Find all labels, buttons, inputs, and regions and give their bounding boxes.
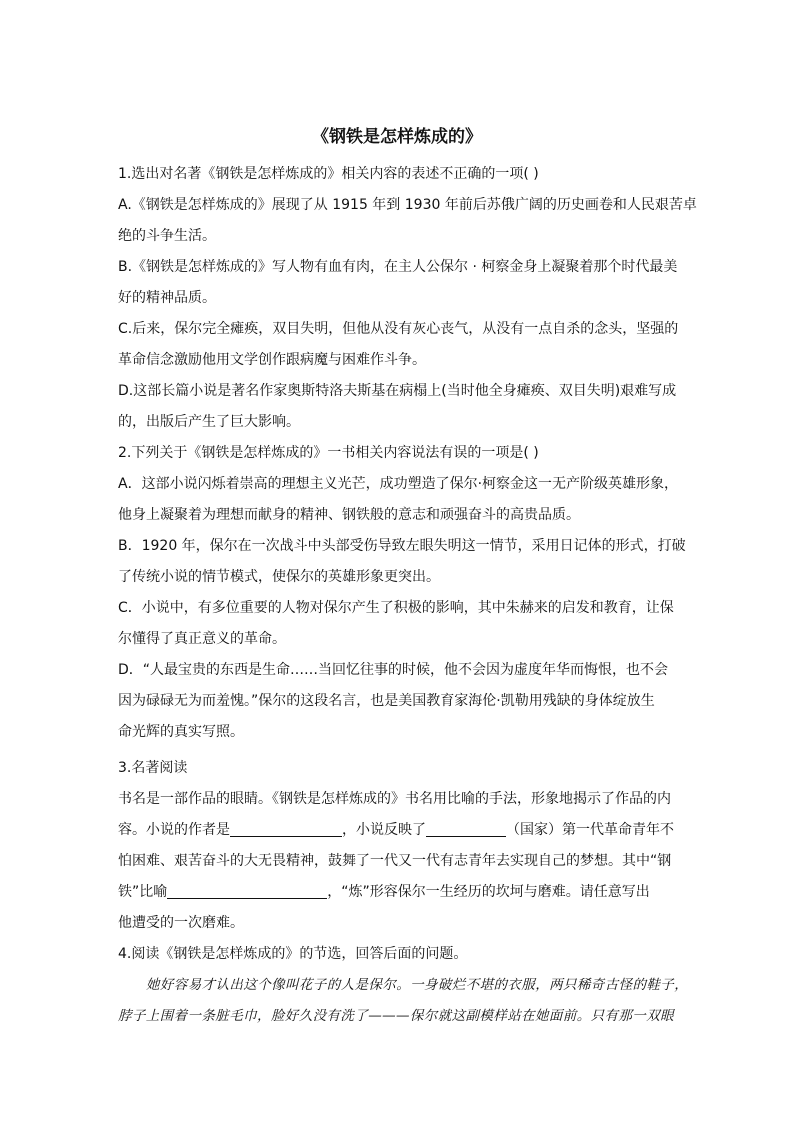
q3-line2 [118, 820, 674, 840]
excerpt-line1: 她好容易才认出这个像叫花子的人是保尔。一身破烂不堪的衣服，两只稀奇古怪的鞋子， [146, 977, 689, 993]
q2-option-d-line2: 因为碌碌无为而羞愧。”保尔的这段名言，也是美国教育家海伦·凯勒用残缺的身体绽放生 [118, 693, 655, 709]
q3-line3: 怕困难、艰苦奋斗的大无畏精神，鼓舞了一代又一代有志青年去实现自己的梦想。其中“钢 [118, 853, 672, 869]
q4-stem: 4.阅读《钢铁是怎样炼成的》的节选，回答后面的问题。 [118, 946, 468, 962]
q3-line4 [118, 882, 650, 902]
q2-option-a-line1: A．这部小说闪烁着崇高的理想主义光芒，成功塑造了保尔·柯察金这一无产阶级英雄形象， [118, 476, 679, 492]
q1-option-b-line2: 好的精神品质。 [118, 290, 216, 306]
q3-line5: 他遭受的一次磨难。 [118, 915, 244, 931]
q2-option-d-line3: 命光辉的真实写照。 [118, 724, 244, 740]
q3-line2-part1: 容。小说的作者是 [118, 822, 230, 838]
q2-option-c-line2: 尔懂得了真正意义的革命。 [118, 631, 286, 647]
country-answer-blank[interactable] [426, 821, 506, 837]
q2-option-b-line1: B．1920 年，保尔在一次战斗中头部受伤导致左眼失明这一情节，采用日记体的形式，打破 [118, 538, 686, 554]
q3-line1: 书名是一部作品的眼睛。《钢铁是怎样炼成的》书名用比喻的手法，形象地揭示了作品的内 [118, 791, 671, 807]
q1-stem: 1.选出对名著《钢铁是怎样炼成的》相关内容的表述不正确的一项( ) [118, 166, 539, 182]
q1-option-b-line1: B.《钢铁是怎样炼成的》写人物有血有肉，在主人公保尔 · 柯察金身上凝聚着那个时代最美 [118, 259, 678, 275]
q3-line2-part3: （国家）第一代革命青年不 [506, 822, 674, 838]
q1-option-a-line2: 绝的斗争生活。 [118, 228, 216, 244]
q2-option-c-line1: C．小说中，有多位重要的人物对保尔产生了积极的影响，其中朱赫来的启发和教育，让保 [118, 600, 674, 616]
q2-option-d-line1: D．“人最宝贵的东西是生命……当回忆往事的时候，他不会因为虚度年华而悔恨，也不会 [118, 662, 669, 678]
excerpt-line2: 脖子上围着一条脏毛巾，脸好久没有洗了———保尔就这副模样站在她面前。只有那一双眼 [118, 1008, 674, 1024]
q1-option-a-line1: A.《钢铁是怎样炼成的》展现了从 1915 年到 1930 年前后苏俄广阔的历史画卷和人民艰苦卓 [118, 197, 697, 213]
q2-stem: 2.下列关于《钢铁是怎样炼成的》一书相关内容说法有误的一项是( ) [118, 445, 539, 461]
page-title: 《钢铁是怎样炼成的》 [312, 127, 482, 147]
q1-option-c-line2: 革命信念激励他用文学创作跟病魔与困难作斗争。 [118, 352, 426, 368]
q1-option-d-line2: 的，出版后产生了巨大影响。 [118, 414, 300, 430]
q1-option-c-line1: C.后来，保尔完全瘫痪，双目失明，但他从没有灰心丧气，从没有一点自杀的念头，坚强的 [118, 321, 679, 337]
q3-line4-part1: 铁”比喻 [118, 884, 168, 900]
q3-line2-part2: ，小说反映了 [342, 822, 426, 838]
author-answer-blank[interactable] [230, 821, 342, 837]
q2-option-b-line2: 了传统小说的情节模式，使保尔的英雄形象更突出。 [118, 569, 440, 585]
q3-line4-part2: ，“炼”形容保尔一生经历的坎坷与磨难。请任意写出 [327, 884, 650, 900]
q3-stem: 3.名著阅读 [118, 760, 188, 776]
q1-option-d-line1: D.这部长篇小说是著名作家奥斯特洛夫斯基在病榻上(当时他全身瘫痪、双目失明)艰难写成 [118, 383, 677, 399]
metaphor-answer-blank[interactable] [167, 883, 327, 899]
q2-option-a-line2: 他身上凝聚着为理想而献身的精神、钢铁般的意志和顽强奋斗的高贵品质。 [118, 507, 580, 523]
